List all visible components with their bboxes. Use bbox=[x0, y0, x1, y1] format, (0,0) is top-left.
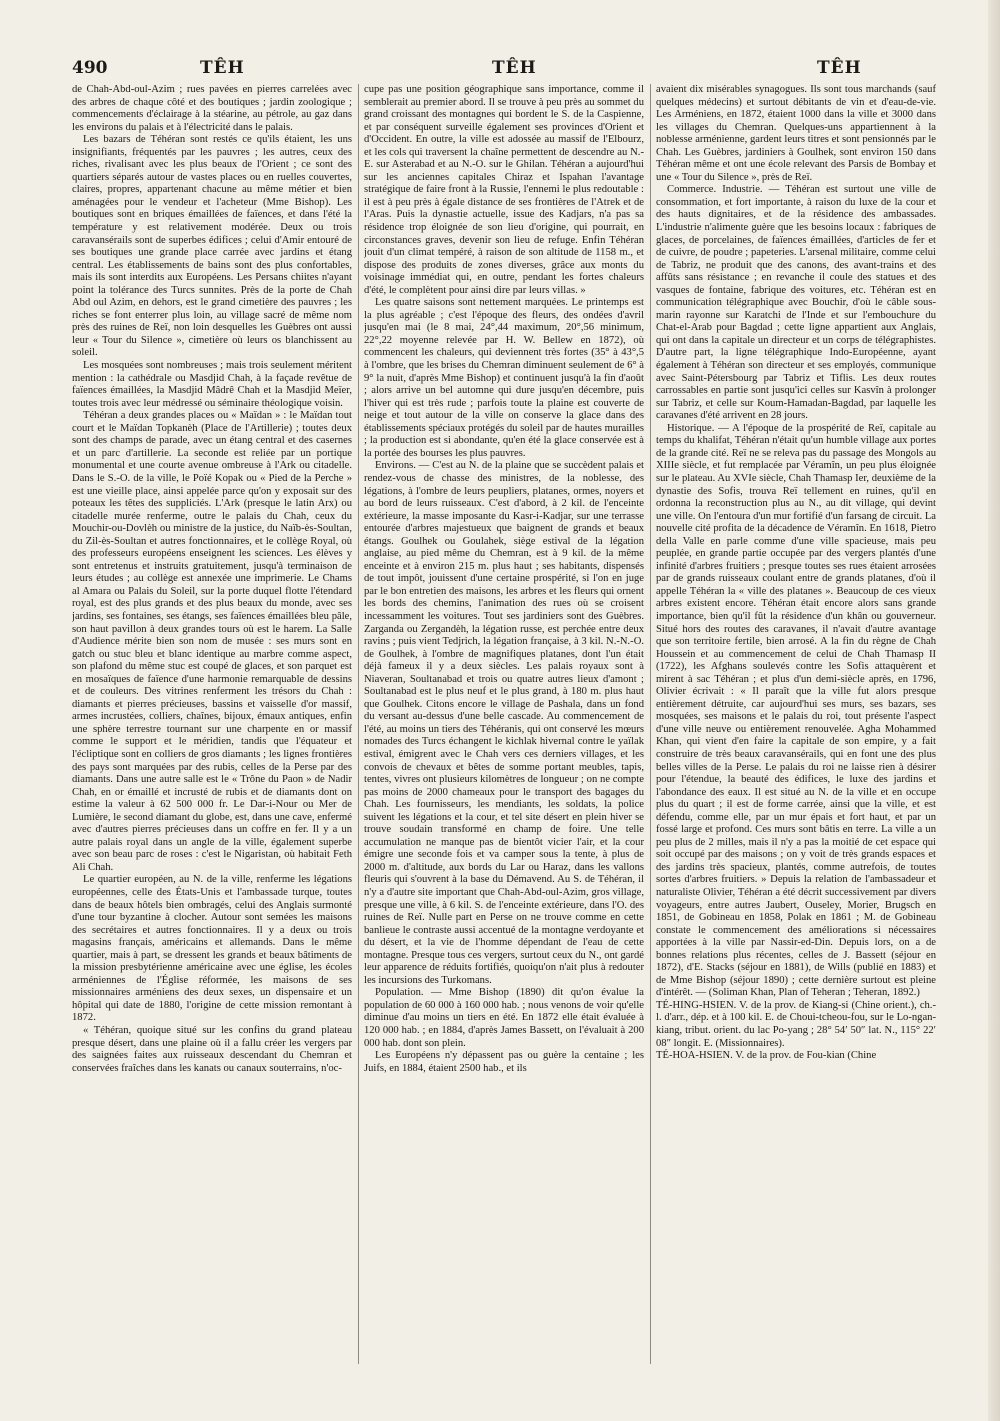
paragraph: Environs. — C'est au N. de la plaine que se succèdent palais et rendez-vous de chasse des ministres, de la noblesse, des légations, à l'ombre de leurs peupliers, platanes, ormes, noyers et au bord de leurs ruisseaux. C'est d'abord, à 2 kil. de l'enceinte extérieure, la masse imposante du Kasr-i-Kadjar, sur une terrasse entourée d'arbres majestueux que baignent de grands et beaux étangs. Goulhek ou Goulahek, siège estival de la légation anglaise, au pied même du Chemran, est à 9 kil. de la même enceinte et à environ 215 m. plus haut ; ses habitants, dispensés de tout impôt, jouissent d'une certaine prospérité, si l'on en juge par le bon entretien des maisons, les arbres et les fleurs qui ornent les bords des chemins, l'animation des rues où se croisent incessamment les voitures. Tout ses jardiniers sont des Guèbres. Zarganda ou Zergandèh, la légation russe, est perchée entre deux ravins ; puis vient Tedjrich, la légation française, à 3 kil. N.-N.-O. de Goulhek, à l'ombre de magnifiques platanes, dont l'un était déjà fameux il y a deux siècles. Les palais royaux sont à Niaveran, Soultanabad et trois ou quatre autres lieux d'amont ; Soultanabad est le plus neuf et le plus grand, à 180 m. plus haut que Goulhek. Citons encore le village de Pashala, dans un fond du versant au-dessus d'une belle cascade. Au commencement de l'été, au moins un tiers des Téhéranis, qui ont conservé les mœurs nomades des Turcs échangent le kichlak hivernal contre le yaïlak estival, émigrent avec le Chah vers ces derniers villages, et les convois de chevaux et bêtes de somme portant meubles, tapis, tentes, vivres ont plusieurs kilomètres de longueur ; on ne compte pas moins de 2000 chameaux pour le transport des bagages du Chah. Les fournisseurs, les mendiants, les soldats, la police suivent les légations et la cour, et tel site désert en plein hiver se trouve soudain transformé en champ de foire. Une telle accumulation ne manque pas de bientôt vicier l'air, et la cour émigre une seconde fois et va camper sous la tente, à plus de 2000 m. d'altitude, aux bords du Lar ou Haraz, dans les vallons fleuris qui s'ouvrent à la base du Démavend. Au S. de Téhéran, il n'y a d'autre site important que Chah-Abd-oul-Azim, gros village, presque une ville, à 6 kil. S. de l'enceinte extérieure, dans l'O. des ruines de Reï. Nulle part en Perse on ne trouve comme en cette banlieue le contraste aussi accentué de la montagne verdoyante et du désert, et la vie de l'homme dépendant de l'eau de cette montagne. Presque tous ces vergers, surtout ceux du N., ont gardé leur apparence de réduits fortifiés, quoiqu'on n'ait plus à redouter les incursions des Turkomans. bbox=[364, 460, 644, 986]
paragraph: Commerce. Industrie. — Téhéran est surtout une ville de consommation, et fort importante, à raison du luxe de la cour et des hauts dignitaires, et de la résidence des ambassades. L'industrie n'alimente guère que les besoins locaux : fabriques de glaces, de porcelaines, de faïences émaillées, d'articles de fer et de cuivre, de poudre ; papeteries. L'arsenal militaire, comme celui de Tabriz, ne produit que des canons, des avant-trains et des affûts sans résistance ; en revanche il coule des statues et des vasques de fontaine, fabrique des voitures, etc. Téhéran est en communication télégraphique avec Bouchir, d'où le câble sous-marin rayonne sur Karatchi de l'Inde et sur l'embouchure du Chat-el-Arab pour Bagdad ; cette ligne appartient aux Anglais, qui ont dans la capitale un directeur et un corps de télégraphistes. D'autre part, la ligne télégraphique Indo-Européenne, ayant également à Téhéran son directeur et ses employés, communique avec Saint-Pétersbourg par Tabriz et Tiflis. Les deux routes carrossables en partie sont jusqu'ici celles sur Kasvîn à prolonger sur Tabriz, et celle sur Koum-Hamadan-Bagdad, par laquelle les caravanes d'été arrivent en 28 jours. bbox=[656, 184, 936, 422]
paragraph: Les bazars de Téhéran sont restés ce qu'ils étaient, les uns insignifiants, fréquentés par les pauvres ; les autres, ceux des riches, rivalisant avec les plus beaux de l'Orient ; ce sont des quartiers séparés autour de vastes places ou en ruelles couvertes, claires, propres, appartenant chacune au même métier et bien aménagées pour le vendeur et l'acheteur (Mme Bishop). Les boutiques sont en briques émaillées de faïences, et dans l'été la température y est relativement modérée. Deux ou trois caravansérails sont de superbes édifices ; celui d'Amir entouré de ses boutiques une grande place carrée avec jardins et étang central. Les établissements de bains sont des plus confortables, mais ils sont interdits aux Européens. Les Persans chiites n'ayant point la tolérance des Turcs sunnites. Près de la porte de Chah Abd oul Azim, en dehors, est le grand cimetière des pauvres ; les riches se font enterrer plus loin, au village sacré de même nom près des ruines de Reï, non loin desquelles les Guèbres ont aussi leur « Tour du Silence », cimetière où leurs os blanchissent au soleil. bbox=[72, 134, 352, 359]
column-2 bbox=[364, 84, 644, 1374]
paragraph: Le quartier européen, au N. de la ville, renferme les légations européennes, celle des États-Unis et l'ambassade turque, toutes dans de beaux hôtels bien ombragés, celui des Anglais surmonté d'une tour byzantine à clocher. Autour sont semées les maisons des secrétaires et autres fonctionnaires. Il y a deux ou trois magasins français, américains et allemands. Dans le même quartier, mais à part, se dressent les grands et beaux bâtiments de la mission presbytérienne américaine avec une église, les écoles arméniennes de l'Église réformée, les maisons de ses missionnaires arméniens des deux sexes, un dispensaire et un hôpital qui date de 1880, l'origine de cette mission remontant à 1872. bbox=[72, 874, 352, 1024]
column-1 bbox=[72, 84, 352, 1374]
running-title-right: TÊH bbox=[817, 58, 862, 78]
running-title-left: TÊH bbox=[200, 58, 245, 78]
paragraph: cupe pas une position géographique sans importance, comme il semblerait au premier abord. Il se trouve à peu près au sommet du grand croissant des montagnes qui bordent le S. de la Caspienne, et par conséquent surveille également ses provinces d'Orient et d'Occident. En outre, la ville est adossée au massif de l'Elbourz, et les cols qui traversent la chaîne permettent de descendre au N.-E. sur Asterabad et au N.-O. sur le Ghilan. Téhéran a aujourd'hui sur les anciennes capitales Chiraz et Ispahan l'avantage stratégique de faire front à la Russie, l'ennemi le plus redoutable : il est à peu près à égale distance de ses frontières de l'Atrek et de l'Aras. Puis la dynastie actuelle, issue des Kadjars, n'a pas sa résidence trop éloignée de son lieu d'origine, qui pourrait, en circonstances graves, devenir son lieu de refuge. Enfin Téhéran jouit d'un climat tempéré, à raison de son altitude de 1158 m., et dispose des produits de zones diverses, grâce aux monts du voisinage immédiat qui, en outre, pendant les fortes chaleurs d'été, le complètent pour ainsi dire par leurs villas. » bbox=[364, 84, 644, 296]
paragraph: Les mosquées sont nombreuses ; mais trois seulement méritent mention : la cathédrale ou Masdjid Chah, à la façade revêtue de faïences émaillées, la Masdjid Mâdrê Chah et la Masdjid Meïer, toutes trois avec leur médressé ou séminaire théologique voisin. bbox=[72, 360, 352, 409]
paragraph: « Téhéran, quoique situé sur les confins du grand plateau presque désert, dans une plaine où il a fallu créer les vergers par des saignées faites aux ruisseaux descendant du Chemran et conservées fraîches dans les kanats ou canaux souterrains, n'oc- bbox=[72, 1025, 352, 1074]
paragraph: Les Européens n'y dépassent pas ou guère la centaine ; les Juifs, en 1884, étaient 2500 hab., et ils bbox=[364, 1050, 644, 1074]
entry-te-hoa-hsien: TÉ-HOA-HSIEN. V. de la prov. de Fou-kian (Chine bbox=[656, 1050, 877, 1062]
page-number: 490 bbox=[72, 58, 108, 78]
running-title-center: TÊH bbox=[492, 58, 537, 78]
column-divider bbox=[650, 84, 651, 1364]
column-3 bbox=[656, 84, 936, 1374]
column-divider bbox=[358, 84, 359, 1364]
paragraph: avaient dix misérables synagogues. Ils sont tous marchands (sauf quelques médecins) et surtout débitants de vin et d'eau-de-vie. Les Arméniens, en 1872, étaient 1000 dans la ville et 3000 dans les villages du Chemran. Quelques-uns appartiennent à la noblesse arménienne, gardent leurs titres et sont pensionnés par le Chah. Les Guèbres, jardiniers à Goulhek, sont environ 150 dans Téhéran même et ont une école relevant des Parsis de Bombay et une « Tour du Silence », près de Reï. bbox=[656, 84, 936, 183]
paragraph: Population. — Mme Bishop (1890) dit qu'on évalue la population de 60 000 à 160 000 hab. ; nous venons de voir qu'elle diminue d'au moins un tiers en été. En 1872 elle était évaluée à 120 000 hab. ; en 1884, d'après James Bassett, on l'évaluait à 200 000 hab. dont son plein. bbox=[364, 987, 644, 1049]
entry-te-hing-hsien: TÉ-HING-HSIEN. V. de la prov. de Kiang-si (Chine orient.), ch.-l. d'arr., dép. et à 100 kil. E. de Choui-tcheou-fou, sur le Lo-ngan-kiang, tribut. orient. du lac Po-yang ; 28° 54′ 50″ lat. N., 115° 22′ 08″ longit. E. (Missionnaires). bbox=[656, 999, 936, 1049]
text-columns bbox=[72, 84, 936, 1374]
paragraph: de Chah-Abd-oul-Azim ; rues pavées en pierres carrelées avec des arbres de chaque côté et des boutiques ; jardin zoologique ; commencements d'éclairage à la stéarine, au pétrole, au gaz dans les environs du palais et à l'électricité dans le palais. bbox=[72, 84, 352, 133]
page-header bbox=[72, 58, 930, 82]
paragraph: Historique. — A l'époque de la prospérité de Reï, capitale au temps du khalifat, Téhéran n'était qu'un humble village aux portes de la grande cité. Reï ne se releva pas du passage des Mongols au XIIIe siècle, et fut remplacée par Véramîn, un peu plus éloignée sur le plateau. Au XVIe siècle, Chah Thamasp Ier, deuxième de la dynastie des Sofis, trouva Reï tellement en ruines, qu'il en ordonna la reconstruction plus au N., au dit village, qui devint une ville. On l'entoura d'un mur fortifié d'un farsang de circuit. La nouvelle cité profita de la décadence de Véramîn. En 1618, Pietro della Valle en parle comme d'une ville spacieuse, mais peu peuplée, en grande partie occupée par des vergers plantés d'une infinité d'arbres fruitiers ; presque toutes ses rues étaient arrosées par de grands ruisseaux coulant entre de grands platanes, d'où il appelle Téhéran la « ville des platanes ». Beaucoup de ces vieux arbres existent encore. Téhéran était encore alors sans grande importance, bien qu'il fût la résidence d'un khân ou gouverneur. Situé hors des routes des caravanes, il n'avait d'autre avantage que son territoire fertile, bien arrosé. A la fin du règne de Chah Houssein et au commencement de celui de Chah Thamasp II (1722), les Afghans soulevés contre les Sofis attaquèrent et mirent à sac Téhéran ; et plus d'un demi-siècle après, en 1796, Olivier écrivait : « Il paraît que la ville fut alors presque entièrement détruite, car aujourd'hui ses murs, ses bazars, ses mosquées, ses maisons et le palais du roi, tout présente l'aspect d'une ville neuve ou entièrement renouvelée. Agha Mohammed Khan, qui vient d'en faire la capitale de son empire, y a fait construire de très beaux caravansérails, qui en font une des plus belles villes de la Perse. Le palais du roi ne laisse rien à désirer pour l'étendue, la beauté des édifices, le luxe des jardins et l'abondance des eaux. Il est situé au N. de la ville et en occupe plus du quart ; il est de forme carrée, ainsi que la ville, et est défendu, comme elle, par un mur épais et fort haut, et par un fossé large et profond. Ces murs sont bâtis en terre. La ville a un peu plus de 2 milles, mais il n'y a pas la moitié de cet espace qui soit occupé par des maisons ; on y voit de très grands espaces et des jardins très spacieux, plantés, comme autrefois, de toutes sortes d'arbres fruitiers. » Depuis la relation de l'ambassadeur et naturaliste Olivier, Téhéran a été décrit successivement par divers voyageurs, entre autres Jaubert, Ouseley, Morier, Brugsch en 1851, de Gobineau en 1858, Polak en 1861 ; M. de Gobineau constate le commencement des améliorations si nécessaires apportées à la ville par Nassir-ed-Din. Depuis lors, on a de bonnes relations plus récentes, celles de J. Bassett (séjour en 1872), d'E. Stacks (séjour en 1881), de Wills (publié en 1883) et de Mme Bishop (séjour 1890) ; cette dernière surtout est pleine d'intérêt. — (Soliman Khan, Plan of Teheran ; Teheran, 1892.) bbox=[656, 422, 936, 999]
paragraph: Les quatre saisons sont nettement marquées. Le printemps est la plus agréable ; c'est l'époque des fleurs, des ondées d'avril jusqu'en mai (le 8 mai, 24°,44 maximum, 20°,56 minimum, 22°,22 moyenne relevée par H. W. Bellew en 1872), où commencent les chaleurs, qui deviennent très fortes (35° à 43°,5 à l'ombre, que les brises du Chemran diminuent seulement de 6° à 9° la nuit, d'après Mme Bishop) et continuent jusqu'à la fin d'août ; alors arrive un bel automne qui dure jusqu'en décembre, puis l'hiver qui est très rude ; parfois toute la plaine est couverte de neige et tout autour de la ville on conserve la glace dans des établissements spéciaux protégés du soleil par de hautes murailles ; la production est si abondante, qu'en été la glace conservée est à la portée des bourses les plus pauvres. bbox=[364, 297, 644, 459]
paragraph: Téhéran a deux grandes places ou « Maïdan » : le Maïdan tout court et le Maïdan Topkanèh (Place de l'Artillerie) ; toutes deux sont des champs de parade, avec un étang central et des casernes et un parc d'artillerie. La seconde est reliée par un portique monumental et une courte avenue ombreuse à l'Ark ou citadelle. Dans le S.-O. de la ville, le Poïé Kopak ou « Pied de la Perche » est une vieille place, ainsi appelée parce qu'on y exposait sur des poteaux les têtes des suppliciés. L'Ark (presque le latin Arx) ou citadelle murée renferme, outre le palais du Chah, ceux du Mouchir-ou-Dovlèh ou ministre de la justice, du Naïb-ès-Soultan, du Zil-ès-Soultan et autres fonctionnaires, et le collège Royal, où des professeurs européens enseignent les sciences. Les élèves y sont entretenus et instruits gratuitement, jusqu'à terminaison de leurs études ; au collège est annexée une imprimerie. Le Chams al Amara ou Palais du Soleil, sur la porte duquel flotte l'étendard royal, est des plus grands et des plus beaux du monde, avec ses jardins, ses fontaines, ses étangs, ses faïences émaillées bleu pâle, son haut pavillon à deux grandes tours où est le harem. La Salle d'Audience mérite bien son nom de musée : ses murs sont en gatch ou stuc bleu et blanc identique au marbre comme aspect, son plafond du même stuc est coupé de glaces, et son parquet est en mosaïques de faïence d'une harmonie remarquable de dessins et de couleurs. Des vitrines renferment les trésors du Chah : diamants et pierres précieuses, bassins et vaisselle d'or massif, armes incrustées, colliers, chaînes, bijoux, émaux antiques, enfin une sphère terrestre tournant sur une charpente en or massif comme le support et le méridien, tandis que l'équateur et l'écliptique sont en colliers de gros diamants ; les lignes frontières des pays sont marquées par des rubis, celles de la Perse par des diamants. Dans une autre salle est le « Trône du Paon » de Nadir Chah, en or émaillé et incrusté de rubis et de diamants dont on estime la valeur à 62 500 000 fr. Le Dar-i-Nour ou Mer de Lumière, le second diamant du globe, est, dans une cave, enfermé avec d'autres pierres précieuses dans un coffre en fer. Il y a un autre palais royal dans un angle de la ville, également superbe avec son beau parc de roses : c'est le Nigaristan, où habitait Feth Ali Chah. bbox=[72, 410, 352, 873]
page-edge-shadow bbox=[988, 0, 1000, 1421]
